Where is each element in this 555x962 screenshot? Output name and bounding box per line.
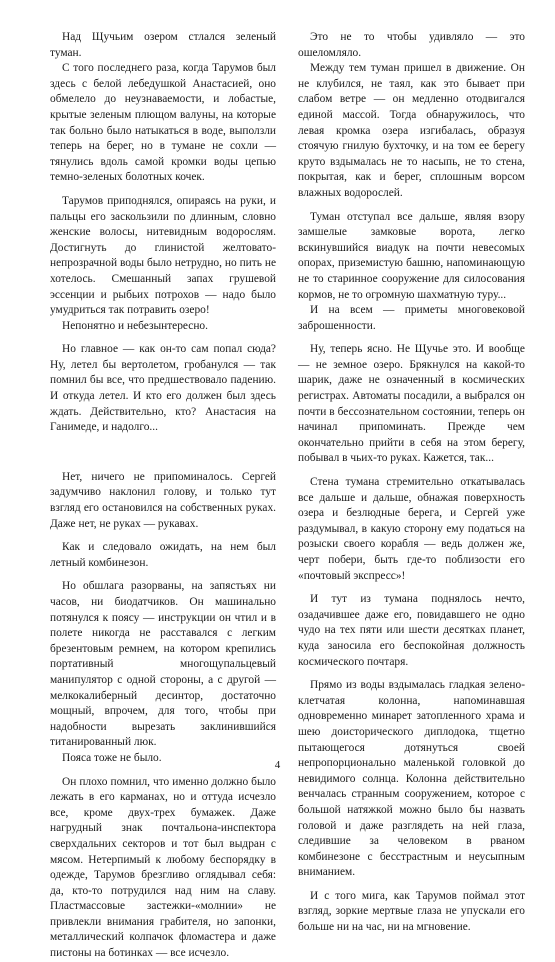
- paragraph: Как и следовало ожидать, на нем был летный комбинезон.: [50, 541, 276, 569]
- paragraph: Но обшлага разорваны, на запястьях ни часов, ни биодатчиков. Он машинально потянулся к поясу — инструкции он чтил и в полете никогда не расставался с легким брезентовым ремнем, на котором крепились портативный многощупальцевый манипулятор с одной стороны, а с другой — мелкокалиберный десинтор, достаточно мощный, впрочем, для того, чтобы при надобности вырезать заклинившийся титанированный люк.: [50, 580, 276, 749]
- paragraph: Он плохо помнил, что именно должно было лежать в его карманах, но и оттуда исчезло все, кроме двух-трех бумажек. Даже нагрудный знак почтальона-инспектора сверхдальних секторов и тот был выдран с мясом. Нетерпимый к любому беспорядку в одежде, Тарумов брезгливо оглядывал себя: да, кто-то потрудился над ним на славу. Пластмассовые застежки-«молнии» не привлекли внимания грабителя, но запонки, металлический колпачок фломастера и даже пистоны на ботинках — все исчезло.: [50, 775, 276, 960]
- paragraph: Над Щучьим озером стлался зеленый туман.: [50, 31, 276, 59]
- right-column: [298, 30, 525, 962]
- paragraph: Это не то чтобы удивляло — это ошеломляло.: [298, 31, 525, 59]
- paragraph: И на всем — приметы многовековой заброшенности.: [298, 304, 525, 332]
- paragraph: Тарумов приподнялся, опираясь на руки, и пальцы его заскользили по длинным, словно женские волосы, нитевидным водорослям. Достигнуть до глинистой желтовато-непрозрачной воды было нетрудно, но пить не хотелось. Смешанный запах грушевой эссенции и рыбьих потрохов — надо было умудриться так потравить озеро!: [50, 194, 276, 317]
- paragraph: Прямо из воды вздымалась гладкая зелено-клетчатая колонна, напоминавшая одновременно минарет затопленного храма и шею доисторического диплодока, тщетно пытающегося дотянуться своей непропорционально маленькой головкой до невидимого солнца. Колонна действительно венчалась странным сооружением, которое с большой натяжкой можно было бы назвать головой и даже разглядеть на ней глаза, следившие за человеком в рваном комбинезоне с бесстрастным и неусыпным вниманием.: [298, 679, 525, 879]
- text-columns: [50, 30, 525, 962]
- paragraph: Но главное — как он-то сам попал сюда? Ну, летел бы вертолетом, гробанулся — так помнил бы все, что предшествовало падению. И откуда летел. И кто его должен был здесь ждать. Действительно, кто? Анастасия на Ганимеде, и надолго...: [50, 343, 276, 434]
- left-column: [50, 30, 276, 962]
- paragraph: Пояса тоже не было.: [62, 751, 162, 764]
- paragraph: И с того мига, как Тарумов поймал этот взгляд, зоркие мертвые глаза не упускали его больше ни на час, ни на мгновение.: [298, 889, 525, 934]
- page-number: 4: [274, 759, 281, 771]
- paragraph: Туман отступал все дальше, являя взору замшелые замковые ворота, легко вскинувшийся виадук на почти невесомых опорах, приземистую башню, напоминающую не то старинное сооружение для силосования кормов, не то огромную шахматную туру...: [298, 210, 525, 301]
- paragraph: И тут из тумана поднялось нечто, озадачившее даже его, повидавшего не одно чудо на тех пяти или шести десятках планет, куда заносила его беспокойная должность космического почтаря.: [298, 593, 525, 668]
- paragraph: Непонятно и небезынтересно.: [62, 319, 208, 332]
- paragraph: Стена тумана стремительно откатывалась все дальше и дальше, обнажая поверхность озера и безлюдные берега, и Сергей уже раздумывал, в какую сторону ему податься на розыски своего корабля — ведь должен же, черт побери, быть где-то поблизости его «почтовый экспресс»!: [298, 476, 525, 582]
- paragraph: Ну, теперь ясно. Не Щучье это. И вообще — не земное озеро. Брякнулся на какой-то шарик, даже не означенный в космических регистрах. Автоматы посадили, а выбрался он почти в бессознательном состоянии, теперь он начинал припоминать. Прежде чем окончательно прийти в себя на этом берегу, побывал в чьих-то руках. Кажется, так...: [298, 343, 525, 465]
- paragraph: Нет, ничего не припоминалось. Сергей задумчиво наклонил голову, и только тут взгляд его остановился на собственных руках. Даже нет, не руках — рукавах.: [50, 470, 276, 530]
- paragraph: Между тем туман пришел в движение. Он не клубился, не таял, как это бывает при слабом ветре — он медленно отодвигался единой массой. Тогда обнаружилось, что левая кромка озера изгибалась, образуя стоячую гнилую бухточку, и на том ее берегу круто вздымалась не то насыпь, не то стена, покрытая, как и берег, сплошным ворсом влажных водорослей.: [298, 62, 525, 199]
- section-break: [50, 436, 276, 470]
- paragraph: С того последнего раза, когда Тарумов был здесь с белой лебедушкой Анастасией, оно обмелело до неузнаваемости, и лобастые, крытые зеленым плющом валуны, на которые так больно было натыкаться в воде, выползли теперь на берег, но в тумане не сохли — тянулись вдоль самой кромки воды цепью темно-зеленых болотных кочек.: [50, 62, 276, 184]
